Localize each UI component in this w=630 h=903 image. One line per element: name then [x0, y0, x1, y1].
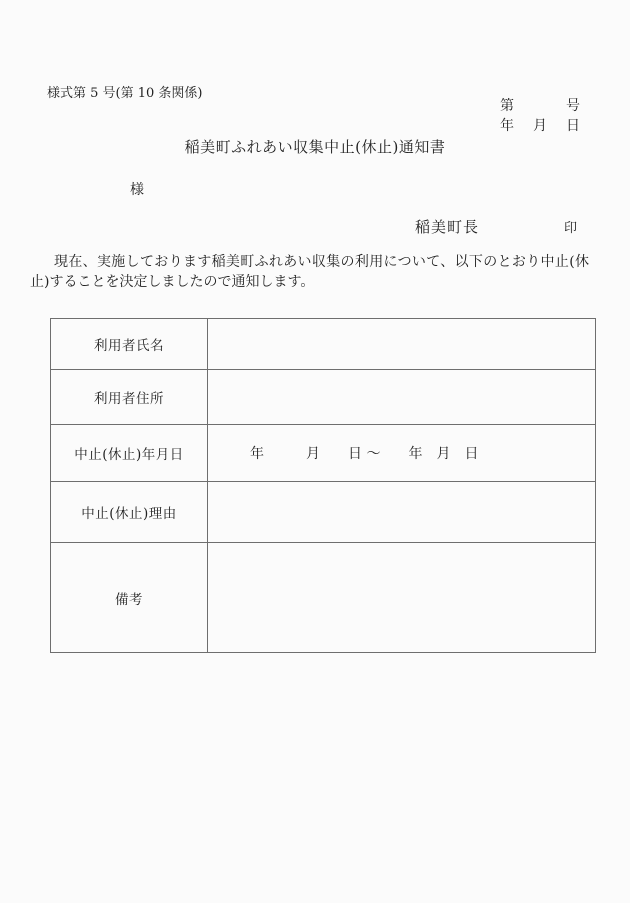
sender-name: 稲美町長 [415, 218, 480, 236]
doc-number-suffix: 号 [566, 98, 580, 114]
row-label-user-address: 利用者住所 [51, 370, 208, 425]
row-value-user-name [208, 319, 596, 370]
seal-mark: 印 [564, 221, 578, 236]
form-number: 様式第 5 号(第 10 条関係) [47, 86, 203, 101]
row-value-suspension-date: 年 月 日 ～ 年 月 日 [208, 425, 596, 482]
table-row-remarks [51, 543, 596, 653]
date-year-label: 年 [500, 118, 514, 134]
row-value-suspension-reason [208, 482, 596, 543]
addressee-honorific: 様 [130, 182, 144, 198]
page-title: 稲美町ふれあい収集中止(休止)通知書 [184, 138, 446, 156]
row-label-user-name: 利用者氏名 [51, 319, 208, 370]
notice-table [50, 318, 596, 653]
table-row-user-name [51, 319, 596, 370]
row-label-suspension-reason: 中止(休止)理由 [51, 482, 208, 543]
table-row-suspension-reason [51, 482, 596, 543]
date-day-label: 日 [566, 118, 580, 134]
body-paragraph: 現在、実施しております稲美町ふれあい収集の利用について、以下のとおり中止(休止)することを決定しましたので通知します。 [30, 254, 589, 290]
date-month-label: 月 [533, 118, 547, 134]
date-line [500, 119, 580, 133]
row-value-remarks [208, 543, 596, 653]
document-number-line [500, 99, 580, 113]
row-label-suspension-date: 中止(休止)年月日 [51, 425, 208, 482]
row-label-remarks: 備考 [51, 543, 208, 653]
row-value-user-address [208, 370, 596, 425]
table-row-suspension-date [51, 425, 596, 482]
table-row-user-address [51, 370, 596, 425]
doc-number-prefix: 第 [500, 98, 514, 114]
